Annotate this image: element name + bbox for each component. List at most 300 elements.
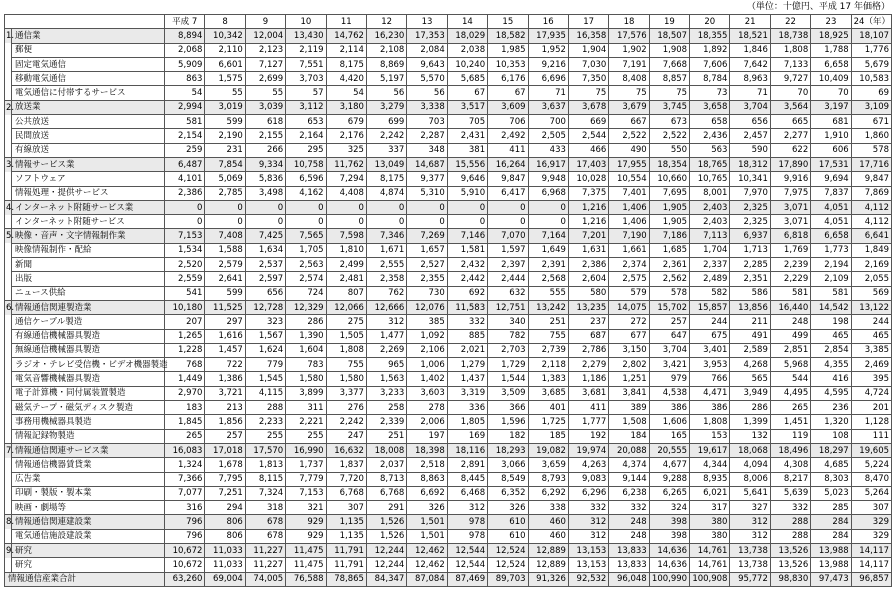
table-cell: 677 — [609, 329, 649, 343]
table-cell: 433 — [528, 143, 568, 157]
table-cell: 19,974 — [568, 443, 608, 457]
table-cell: 2,397 — [488, 258, 528, 272]
table-cell: 1,399 — [730, 415, 770, 429]
table-cell: 18,068 — [730, 443, 770, 457]
table-cell: 665 — [770, 115, 810, 129]
table-cell: 796 — [165, 529, 205, 543]
row-index — [5, 486, 12, 500]
table-cell: 2,786 — [568, 343, 608, 357]
row-index — [5, 386, 12, 400]
table-cell: 165 — [649, 429, 689, 443]
table-cell: 7,401 — [609, 186, 649, 200]
table-cell: 3,681 — [568, 386, 608, 400]
table-cell: 6,658 — [811, 57, 851, 71]
table-cell: 1,604 — [286, 343, 326, 357]
table-cell: 0 — [326, 200, 366, 214]
table-cell: 2,579 — [205, 258, 245, 272]
table-cell: 2,481 — [326, 272, 366, 286]
row-index — [5, 472, 12, 486]
table-cell: 658 — [690, 115, 730, 129]
row-index — [5, 343, 12, 357]
year-header: 19 — [649, 15, 689, 29]
table-cell: 3,377 — [326, 386, 366, 400]
table-cell: 6,768 — [366, 486, 406, 500]
table-cell: 6,596 — [286, 172, 326, 186]
table-cell: 0 — [528, 215, 568, 229]
table-cell: 18,398 — [407, 443, 447, 457]
table-cell: 198 — [811, 315, 851, 329]
table-cell: 0 — [205, 200, 245, 214]
table-cell: 929 — [286, 515, 326, 529]
table-cell: 4,268 — [730, 358, 770, 372]
table-cell: 1,135 — [326, 515, 366, 529]
table-cell: 56 — [366, 86, 406, 100]
table-cell: 185 — [528, 429, 568, 443]
table-cell: 284 — [811, 529, 851, 543]
table-cell: 10,554 — [609, 172, 649, 186]
table-cell: 2,351 — [730, 272, 770, 286]
table-cell: 18,765 — [690, 157, 730, 171]
table-cell: 1,649 — [528, 243, 568, 257]
year-header: 平成 7 — [165, 15, 205, 29]
table-cell: 9,694 — [811, 172, 851, 186]
table-cell: 2,155 — [245, 129, 285, 143]
table-cell: 722 — [205, 358, 245, 372]
table-cell: 7,642 — [730, 57, 770, 71]
category-row — [5, 157, 892, 171]
row-index — [5, 529, 12, 543]
table-cell: 18,297 — [811, 443, 851, 457]
table-cell: 2,522 — [649, 129, 689, 143]
table-cell: 885 — [447, 329, 487, 343]
table-cell: 2,527 — [407, 258, 447, 272]
table-cell: 295 — [286, 143, 326, 157]
table-cell: 2,242 — [326, 415, 366, 429]
table-cell: 12,544 — [447, 543, 487, 557]
table-cell: 2,562 — [649, 272, 689, 286]
row-label: 情報通信関連建設業 — [12, 515, 165, 529]
header-row — [5, 15, 892, 29]
row-index — [5, 315, 12, 329]
table-cell: 57 — [286, 86, 326, 100]
table-cell: 332 — [447, 315, 487, 329]
table-cell: 192 — [568, 429, 608, 443]
table-cell: 796 — [165, 515, 205, 529]
table-cell: 1,006 — [407, 358, 447, 372]
table-cell: 2,108 — [366, 43, 406, 57]
table-cell: 1,905 — [649, 200, 689, 214]
table-cell: 2,279 — [568, 358, 608, 372]
table-cell: 13,738 — [730, 558, 770, 572]
table-cell: 312 — [730, 529, 770, 543]
table-cell: 1,849 — [851, 243, 891, 257]
table-cell: 681 — [811, 115, 851, 129]
table-cell: 724 — [286, 286, 326, 300]
table-cell: 6,487 — [165, 157, 205, 171]
row-index — [5, 215, 12, 229]
table-cell: 312 — [568, 515, 608, 529]
row-label: ソフトウェア — [12, 172, 165, 186]
table-cell: 2,114 — [326, 43, 366, 57]
category-row — [5, 443, 892, 457]
table-cell: 16,230 — [366, 29, 406, 43]
table-cell: 0 — [488, 200, 528, 214]
row-label: 放送業 — [12, 100, 165, 114]
table-cell: 586 — [730, 286, 770, 300]
table-cell: 13,988 — [811, 558, 851, 572]
table-cell: 9,334 — [245, 157, 285, 171]
table-cell: 8,408 — [609, 72, 649, 86]
row-label: インターネット附随サービス — [12, 215, 165, 229]
table-cell: 1,596 — [488, 415, 528, 429]
table-cell: 11,033 — [205, 543, 245, 557]
table-cell: 4,101 — [165, 172, 205, 186]
table-cell: 75 — [649, 86, 689, 100]
table-cell: 2,176 — [326, 129, 366, 143]
table-cell: 1,501 — [407, 529, 447, 543]
table-cell: 1,508 — [609, 415, 649, 429]
row-label: 情報通信機器賃貸業 — [12, 458, 165, 472]
table-cell: 5,069 — [205, 172, 245, 186]
table-cell: 2,361 — [649, 258, 689, 272]
table-cell: 4,051 — [811, 200, 851, 214]
table-cell: 8,001 — [690, 186, 730, 200]
table-cell: 12,244 — [366, 558, 406, 572]
table-cell: 294 — [205, 501, 245, 515]
table-cell: 132 — [730, 429, 770, 443]
table-cell: 2,518 — [407, 458, 447, 472]
table-cell: 2,568 — [528, 272, 568, 286]
table-cell: 2,505 — [528, 129, 568, 143]
table-cell: 3,564 — [770, 100, 810, 114]
table-cell: 12,666 — [366, 300, 406, 314]
table-cell: 7,795 — [205, 472, 245, 486]
table-cell: 6,238 — [609, 486, 649, 500]
table-cell: 7,030 — [568, 57, 608, 71]
table-cell: 2,110 — [205, 43, 245, 57]
table-cell: 3,197 — [811, 100, 851, 114]
table-cell: 10,353 — [488, 57, 528, 71]
table-cell: 7,975 — [770, 186, 810, 200]
table-cell: 2,355 — [407, 272, 447, 286]
table-cell: 8,713 — [366, 472, 406, 486]
table-cell: 73 — [690, 86, 730, 100]
table-cell: 3,704 — [649, 343, 689, 357]
table-cell: 1,678 — [205, 458, 245, 472]
table-cell: 10,342 — [205, 29, 245, 43]
table-cell: 491 — [730, 329, 770, 343]
table-cell: 63,260 — [165, 572, 205, 586]
table-row — [5, 186, 892, 200]
table-cell: 4,355 — [811, 358, 851, 372]
table-cell: 7,551 — [286, 57, 326, 71]
table-cell: 18,507 — [649, 29, 689, 43]
table-cell: 3,019 — [205, 100, 245, 114]
table-row — [5, 343, 892, 357]
table-cell: 656 — [730, 115, 770, 129]
table-cell: 2,021 — [447, 343, 487, 357]
table-cell: 12,244 — [366, 543, 406, 557]
row-label: 広告業 — [12, 472, 165, 486]
table-cell: 3,517 — [447, 100, 487, 114]
table-row — [5, 57, 892, 71]
table-cell: 5,641 — [730, 486, 770, 500]
table-cell: 1,449 — [165, 372, 205, 386]
table-cell: 1,805 — [447, 415, 487, 429]
table-cell: 16,990 — [286, 443, 326, 457]
table-cell: 618 — [245, 115, 285, 129]
table-cell: 11,791 — [326, 543, 366, 557]
table-cell: 7,164 — [528, 229, 568, 243]
row-index — [5, 86, 12, 100]
table-cell: 311 — [286, 401, 326, 415]
table-cell: 465 — [811, 329, 851, 343]
table-cell: 3,658 — [690, 100, 730, 114]
table-cell: 2,068 — [165, 43, 205, 57]
table-cell: 6,937 — [730, 229, 770, 243]
table-cell: 2,190 — [205, 129, 245, 143]
table-cell: 2,994 — [165, 100, 205, 114]
table-cell: 965 — [366, 358, 406, 372]
table-cell: 2,386 — [165, 186, 205, 200]
table-cell: 1,457 — [205, 343, 245, 357]
table-cell: 75 — [609, 86, 649, 100]
table-cell: 18,354 — [649, 157, 689, 171]
table-cell: 17,018 — [205, 443, 245, 457]
table-cell: 4,374 — [609, 458, 649, 472]
table-cell: 6,468 — [447, 486, 487, 500]
table-cell: 18,925 — [811, 29, 851, 43]
table-cell: 8,857 — [649, 72, 689, 86]
table-cell: 119 — [770, 429, 810, 443]
table-row — [5, 72, 892, 86]
table-cell: 544 — [770, 372, 810, 386]
table-cell: 1,808 — [690, 415, 730, 429]
table-cell: 647 — [649, 329, 689, 343]
table-cell: 1,451 — [770, 415, 810, 429]
table-cell: 324 — [649, 501, 689, 515]
table-cell: 8,963 — [730, 72, 770, 86]
table-cell: 7,133 — [770, 57, 810, 71]
row-index: 1. — [5, 29, 12, 43]
table-cell: 499 — [770, 329, 810, 343]
table-cell: 7,970 — [730, 186, 770, 200]
table-cell: 1,279 — [447, 358, 487, 372]
table-cell: 18,107 — [851, 29, 891, 43]
table-cell: 17,570 — [245, 443, 285, 457]
table-cell: 9,948 — [528, 172, 568, 186]
table-cell: 4,051 — [811, 215, 851, 229]
table-cell: 9,847 — [488, 172, 528, 186]
table-cell: 1,624 — [245, 343, 285, 357]
table-cell: 7,113 — [690, 229, 730, 243]
table-cell: 4,471 — [690, 386, 730, 400]
table-cell: 7,854 — [205, 157, 245, 171]
table-cell: 19,617 — [690, 443, 730, 457]
table-cell: 929 — [286, 529, 326, 543]
table-cell: 1,769 — [770, 243, 810, 257]
table-cell: 8,303 — [811, 472, 851, 486]
table-cell: 460 — [528, 529, 568, 543]
table-cell: 96,048 — [609, 572, 649, 586]
table-cell: 10,765 — [690, 172, 730, 186]
table-cell: 291 — [366, 501, 406, 515]
table-cell: 100,908 — [690, 572, 730, 586]
table-cell: 13,738 — [730, 543, 770, 557]
table-cell: 12,004 — [245, 29, 285, 43]
table-cell: 14,636 — [649, 558, 689, 572]
table-cell: 1,685 — [649, 243, 689, 257]
row-label: 情報通信関連サービス業 — [12, 443, 165, 457]
row-label: 出版 — [12, 272, 165, 286]
table-cell: 7,070 — [488, 229, 528, 243]
table-cell: 730 — [407, 286, 447, 300]
table-cell: 3,603 — [407, 386, 447, 400]
table-cell: 3,498 — [245, 186, 285, 200]
table-cell: 678 — [245, 529, 285, 543]
table-cell: 16,264 — [488, 157, 528, 171]
table-cell: 1,386 — [205, 372, 245, 386]
row-label: 電気音響機械器具製造 — [12, 372, 165, 386]
table-cell: 2,432 — [447, 258, 487, 272]
table-cell: 13,526 — [770, 543, 810, 557]
row-index — [5, 143, 12, 157]
table-cell: 1,777 — [568, 415, 608, 429]
table-cell: 678 — [245, 515, 285, 529]
table-cell: 2,555 — [366, 258, 406, 272]
table-cell: 7,375 — [568, 186, 608, 200]
row-index: 5. — [5, 229, 12, 243]
table-cell: 2,851 — [770, 343, 810, 357]
table-cell: 10,028 — [568, 172, 608, 186]
table-cell: 3,678 — [568, 100, 608, 114]
table-cell: 8,869 — [366, 57, 406, 71]
table-cell: 563 — [690, 143, 730, 157]
table-cell: 3,150 — [609, 343, 649, 357]
table-cell: 2,386 — [568, 258, 608, 272]
table-cell: 1,406 — [609, 215, 649, 229]
table-cell: 286 — [286, 315, 326, 329]
table-cell: 1,588 — [205, 243, 245, 257]
table-cell: 8,863 — [407, 472, 447, 486]
row-index — [5, 186, 12, 200]
year-header: 18 — [609, 15, 649, 29]
table-cell: 2,164 — [286, 129, 326, 143]
table-cell: 3,071 — [770, 200, 810, 214]
table-cell: 7,294 — [326, 172, 366, 186]
table-cell: 3,109 — [851, 100, 891, 114]
table-cell: 265 — [165, 429, 205, 443]
table-cell: 20,088 — [609, 443, 649, 457]
table-cell: 231 — [205, 143, 245, 157]
row-label: 事務用機械器具製造 — [12, 415, 165, 429]
table-cell: 182 — [488, 429, 528, 443]
table-cell: 95,772 — [730, 572, 770, 586]
table-cell: 2,522 — [609, 129, 649, 143]
table-cell: 8,006 — [730, 472, 770, 486]
table-cell: 0 — [366, 200, 406, 214]
table-cell: 1,505 — [326, 329, 366, 343]
year-header: 12 — [366, 15, 406, 29]
table-cell: 1,661 — [609, 243, 649, 257]
table-cell: 1,324 — [165, 458, 205, 472]
table-cell: 332 — [770, 501, 810, 515]
table-row — [5, 429, 892, 443]
table-cell: 2,575 — [609, 272, 649, 286]
table-cell: 255 — [286, 429, 326, 443]
table-row — [5, 358, 892, 372]
table-cell: 1,892 — [690, 43, 730, 57]
table-cell: 2,229 — [770, 272, 810, 286]
table-cell: 9,643 — [407, 57, 447, 71]
row-index: 7. — [5, 443, 12, 457]
table-cell: 6,021 — [690, 486, 730, 500]
table-cell: 2,802 — [609, 358, 649, 372]
table-cell: 0 — [447, 215, 487, 229]
table-cell: 307 — [326, 501, 366, 515]
category-row — [5, 543, 892, 557]
table-cell: 2,055 — [851, 272, 891, 286]
table-row — [5, 415, 892, 429]
row-index — [5, 372, 12, 386]
header-corner — [5, 15, 165, 29]
row-index — [5, 258, 12, 272]
table-cell: 2,403 — [690, 200, 730, 214]
table-cell: 5,197 — [366, 72, 406, 86]
table-cell: 7,146 — [447, 229, 487, 243]
table-cell: 327 — [730, 501, 770, 515]
table-cell: 16,083 — [165, 443, 205, 457]
table-cell: 366 — [488, 401, 528, 415]
table-cell: 7,153 — [286, 486, 326, 500]
table-cell: 1,671 — [366, 243, 406, 257]
table-cell: 1,704 — [690, 243, 730, 257]
table-cell: 100,990 — [649, 572, 689, 586]
table-cell: 541 — [165, 286, 205, 300]
table-cell: 9,083 — [568, 472, 608, 486]
table-cell: 16,440 — [770, 300, 810, 314]
table-cell: 1,526 — [366, 515, 406, 529]
table-cell: 11,525 — [205, 300, 245, 314]
table-cell: 863 — [165, 72, 205, 86]
table-cell: 326 — [488, 501, 528, 515]
table-cell: 411 — [488, 143, 528, 157]
table-cell: 91,326 — [528, 572, 568, 586]
table-cell: 669 — [568, 115, 608, 129]
table-cell: 4,094 — [730, 458, 770, 472]
table-cell: 2,287 — [407, 129, 447, 143]
table-cell: 98,830 — [770, 572, 810, 586]
table-cell: 12,889 — [528, 558, 568, 572]
table-cell: 7,606 — [690, 57, 730, 71]
table-cell: 3,338 — [407, 100, 447, 114]
table-cell: 1,597 — [488, 243, 528, 257]
table-cell: 12,524 — [488, 558, 528, 572]
table-cell: 5,310 — [407, 186, 447, 200]
category-row — [5, 200, 892, 214]
table-cell: 8,894 — [165, 29, 205, 43]
table-cell: 13,526 — [770, 558, 810, 572]
table-cell: 590 — [730, 143, 770, 157]
table-cell: 13,242 — [528, 300, 568, 314]
table-cell: 3,841 — [609, 386, 649, 400]
table-cell: 1,985 — [488, 43, 528, 57]
table-cell: 12,728 — [245, 300, 285, 314]
table-cell: 14,542 — [811, 300, 851, 314]
table-cell: 705 — [447, 115, 487, 129]
table-cell: 96,857 — [851, 572, 891, 586]
table-cell: 2,119 — [286, 43, 326, 57]
